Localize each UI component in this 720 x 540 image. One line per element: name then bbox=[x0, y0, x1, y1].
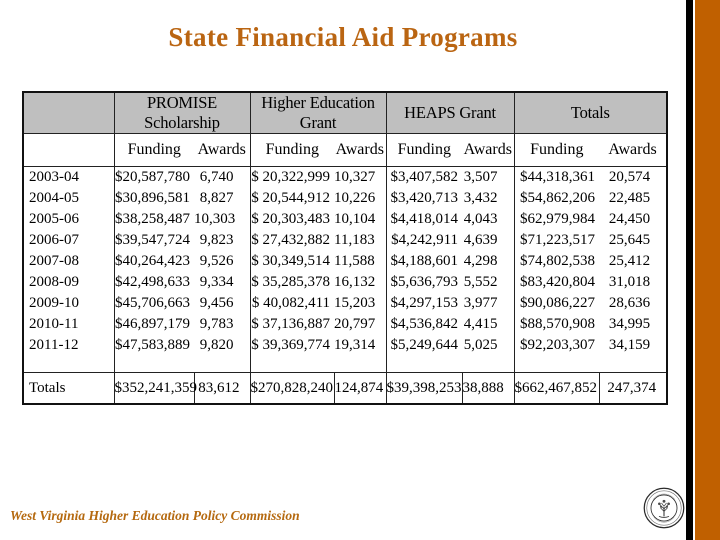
table-cell-awards: 25,412 bbox=[608, 253, 651, 269]
table-cell-awards: 11,183 bbox=[334, 230, 386, 251]
table-cell-funding: $44,318,361 bbox=[520, 169, 596, 185]
table-cell-funding: $ 39,369,774 bbox=[251, 337, 331, 353]
table-cell-awards: 15,203 bbox=[334, 293, 386, 314]
table-totals-awards: 83,612 bbox=[194, 373, 250, 405]
table-cell-funding: $4,536,842 bbox=[390, 316, 459, 332]
table-cell-year: 2009-10 bbox=[23, 293, 114, 314]
table-row bbox=[23, 335, 667, 356]
table-cell-awards: 4,043 bbox=[462, 209, 514, 230]
table-cell-funding: $ 30,349,514 bbox=[251, 253, 331, 269]
table-subheader-funding-2: Funding bbox=[386, 134, 462, 167]
table-cell-awards: 10,327 bbox=[334, 167, 386, 189]
table-cell-funding: $4,188,601 bbox=[390, 253, 459, 269]
table-cell-year: 2003-04 bbox=[23, 167, 114, 189]
table-cell-year: 2011-12 bbox=[23, 335, 114, 356]
table-cell-awards: 3,432 bbox=[462, 188, 514, 209]
table-totals-row bbox=[23, 373, 667, 405]
table-cell-awards: 25,645 bbox=[608, 232, 651, 248]
table-totals-label: Totals bbox=[23, 373, 114, 405]
table-cell-funding: $20,587,780 bbox=[115, 169, 190, 185]
table-subheader-awards-0: Awards bbox=[194, 134, 250, 167]
table-cell-funding: $30,896,581 bbox=[115, 190, 190, 206]
table-cell-awards: 9,526 bbox=[194, 251, 250, 272]
table-cell-funding: $4,242,911 bbox=[391, 232, 459, 248]
table-totals-funding: $39,398,253 bbox=[386, 373, 462, 405]
table-row bbox=[23, 251, 667, 272]
table-row bbox=[23, 188, 667, 209]
table-subheader-row bbox=[23, 134, 667, 167]
table-group-header-1: Higher Education Grant bbox=[250, 92, 386, 134]
table-subheader-awards-1: Awards bbox=[334, 134, 386, 167]
table-cell-funding: $62,979,984 bbox=[520, 211, 596, 227]
table-cell-funding: $42,498,633 bbox=[115, 274, 190, 290]
table-cell-funding: $46,897,179 bbox=[115, 316, 190, 332]
right-edge-accent-stripe bbox=[695, 0, 720, 540]
table-cell-funding: $ 35,285,378 bbox=[251, 274, 331, 290]
table-cell-year: 2008-09 bbox=[23, 272, 114, 293]
table-totals-awards: 38,888 bbox=[462, 373, 514, 405]
table-row bbox=[23, 314, 667, 335]
table-totals-awards: 124,874 bbox=[334, 373, 386, 405]
table-cell-funding: $71,223,517 bbox=[520, 232, 596, 248]
table-row bbox=[23, 293, 667, 314]
table-cell-awards: 9,820 bbox=[194, 335, 250, 356]
table-cell-awards: 9,783 bbox=[194, 314, 250, 335]
table-cell-funding: $3,420,713 bbox=[390, 190, 459, 206]
table-cell-funding: $4,418,014 bbox=[390, 211, 459, 227]
table-cell-awards: 4,415 bbox=[462, 314, 514, 335]
table-cell-awards: 5,552 bbox=[462, 272, 514, 293]
table-cell-funding: $90,086,227 bbox=[520, 295, 596, 311]
table-cell-funding: $4,297,153 bbox=[390, 295, 459, 311]
table-row bbox=[23, 272, 667, 293]
table-cell-awards: 3,977 bbox=[462, 293, 514, 314]
table-cell-awards: 6,740 bbox=[194, 167, 250, 189]
table-cell-funding: $45,706,663 bbox=[115, 295, 190, 311]
table-cell-funding: $ 20,544,912 bbox=[251, 190, 331, 206]
right-edge-black-stripe bbox=[686, 0, 693, 540]
table-cell-funding: $54,862,206 bbox=[520, 190, 596, 206]
table-cell-awards: 31,018 bbox=[608, 274, 651, 290]
footer-organization-label: West Virginia Higher Education Policy Commission bbox=[10, 508, 300, 523]
table-cell-funding: $ 40,082,411 bbox=[251, 295, 331, 311]
state-financial-aid-table bbox=[22, 91, 668, 405]
table-cell-year: 2010-11 bbox=[23, 314, 114, 335]
table-cell-awards: 28,636 bbox=[608, 295, 651, 311]
table-cell-awards: 11,588 bbox=[334, 251, 386, 272]
table-cell-funding: $40,264,423 bbox=[115, 253, 190, 269]
table-subheader-awards-3: Awards bbox=[599, 134, 667, 167]
table-cell-funding: $3,407,582 bbox=[390, 169, 459, 185]
table-cell-year: 2007-08 bbox=[23, 251, 114, 272]
table-cell-awards: 16,132 bbox=[334, 272, 386, 293]
state-financial-aid-table-container bbox=[22, 91, 666, 405]
table-cell-awards: 34,995 bbox=[608, 316, 651, 332]
table-cell-funding: $88,570,908 bbox=[520, 316, 596, 332]
table-subheader-awards-2: Awards bbox=[462, 134, 514, 167]
table-cell-funding: $ 37,136,887 bbox=[251, 316, 331, 332]
table-cell-year: 2005-06 bbox=[23, 209, 114, 230]
table-totals-awards: 247,374 bbox=[599, 373, 667, 405]
table-cell-awards: 9,334 bbox=[194, 272, 250, 293]
table-cell-funding: $ 20,322,999 bbox=[251, 169, 331, 185]
table-cell-awards: 8,827 bbox=[194, 188, 250, 209]
table-row bbox=[23, 230, 667, 251]
table-cell-funding: $38,258,487 bbox=[115, 211, 190, 227]
wvhepc-seal-logo bbox=[643, 487, 685, 529]
table-group-header-3: Totals bbox=[514, 92, 667, 134]
table-cell-funding: $5,249,644 bbox=[390, 337, 459, 353]
table-row bbox=[23, 209, 667, 230]
table-subheader-funding-3: Funding bbox=[514, 134, 599, 167]
table-cell-funding: $83,420,804 bbox=[520, 274, 596, 290]
table-cell-funding: $92,203,307 bbox=[520, 337, 596, 353]
table-cell-awards: 4,639 bbox=[462, 230, 514, 251]
table-cell-awards: 4,298 bbox=[462, 251, 514, 272]
table-group-header-0: PROMISE Scholarship bbox=[114, 92, 250, 134]
table-cell-awards: 10,104 bbox=[334, 209, 386, 230]
table-row bbox=[23, 167, 667, 189]
table-cell-awards: 10,226 bbox=[334, 188, 386, 209]
table-cell-awards: 5,025 bbox=[462, 335, 514, 356]
table-cell-awards: 20,797 bbox=[334, 314, 386, 335]
table-corner-cell bbox=[23, 92, 114, 134]
table-cell-funding: $ 27,432,882 bbox=[251, 232, 331, 248]
table-spacer-row bbox=[23, 356, 667, 373]
table-group-header-row bbox=[23, 92, 667, 134]
table-cell-funding: $39,547,724 bbox=[115, 232, 190, 248]
table-cell-awards: 9,456 bbox=[194, 293, 250, 314]
table-totals-funding: $352,241,359 bbox=[114, 373, 194, 405]
table-cell-year: 2006-07 bbox=[23, 230, 114, 251]
table-cell-funding: $47,583,889 bbox=[115, 337, 190, 353]
table-cell-awards: 22,485 bbox=[608, 190, 651, 206]
table-subheader-corner-cell bbox=[23, 134, 114, 167]
table-cell-funding: $5,636,793 bbox=[390, 274, 459, 290]
table-cell-awards: 24,450 bbox=[608, 211, 651, 227]
table-subheader-funding-0: Funding bbox=[114, 134, 194, 167]
table-totals-funding: $662,467,852 bbox=[514, 373, 599, 405]
table-cell-funding: $74,802,538 bbox=[520, 253, 596, 269]
table-cell-year: 2004-05 bbox=[23, 188, 114, 209]
table-cell-funding: $ 20,303,483 bbox=[251, 211, 331, 227]
table-group-header-2: HEAPS Grant bbox=[386, 92, 514, 134]
table-cell-awards: 19,314 bbox=[334, 335, 386, 356]
page-title: State Financial Aid Programs bbox=[168, 22, 518, 52]
table-cell-awards: 10,303 bbox=[194, 209, 250, 230]
table-cell-awards: 20,574 bbox=[608, 169, 651, 185]
table-cell-awards: 34,159 bbox=[608, 337, 651, 353]
table-totals-funding: $270,828,240 bbox=[250, 373, 334, 405]
table-cell-awards: 9,823 bbox=[194, 230, 250, 251]
table-subheader-funding-1: Funding bbox=[250, 134, 334, 167]
table-cell-awards: 3,507 bbox=[462, 167, 514, 189]
